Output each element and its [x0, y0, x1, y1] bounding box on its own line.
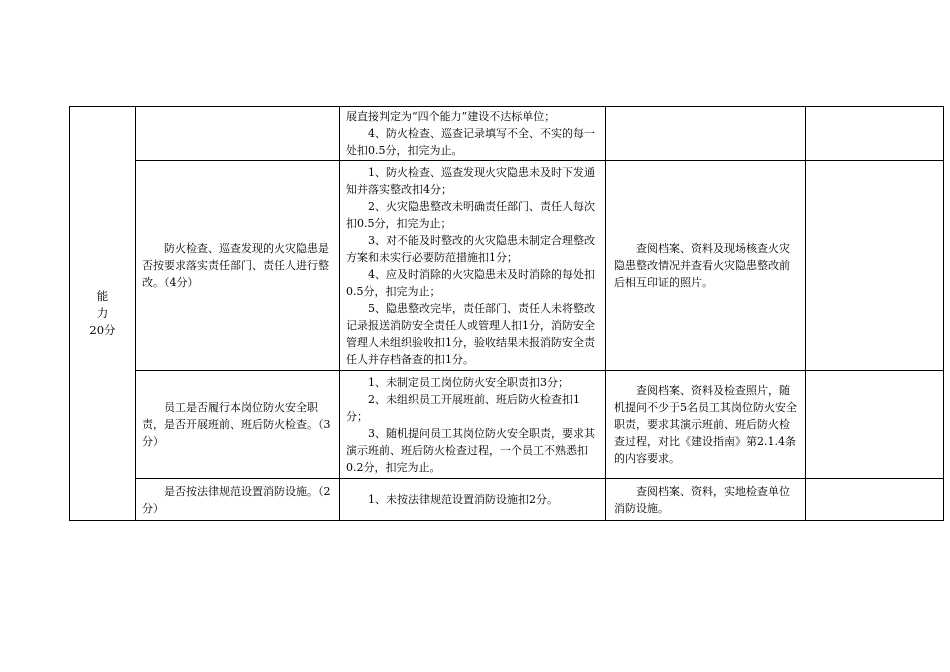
criteria-line: 5、隐患整改完毕，责任部门、责任人未将整改记录报送消防安全责任人或管理人扣1分，消防安全管理人未组织验收扣1分，验收结果未报消防安全责任人并存档备查的扣1分。: [346, 301, 595, 366]
criteria-line: 1、未制定员工岗位防火安全职责扣3分；: [368, 375, 569, 389]
method-cell: [606, 479, 806, 521]
item-cell: [136, 371, 340, 479]
score-cell: [806, 479, 944, 521]
method-text: 查阅档案、资料及现场核查火灾隐患整改情况并查看火灾隐患整改前后相互印证的照片。: [614, 242, 790, 289]
score-cell: [806, 107, 944, 161]
criteria-line: 展直接判定为“四个能力”建设不达标单位；: [346, 110, 556, 123]
criteria-line: 1、未按法律规范设置消防设施扣2分。: [368, 493, 558, 506]
criteria-cell: [340, 371, 606, 479]
criteria-line: 1、防火检查、巡查发现火灾隐患未及时下发通知并落实整改扣4分；: [346, 165, 595, 196]
criteria-line: 3、随机提问员工其岗位防火安全职责，要求其演示班前、班后防火检查过程，一个员工不熟悉扣0.2分，扣完为止。: [346, 426, 595, 474]
method-cell: [606, 107, 806, 161]
method-text: 查阅档案、资料及检查照片，随机提问不少于5名员工其岗位防火安全职责，要求其演示班前、班后防火检查过程，对比《建设指南》第2.1.4条的内容要求。: [614, 384, 797, 465]
item-cell: [136, 479, 340, 521]
criteria-cell: [340, 479, 606, 521]
method-text: 查阅档案、资料，实地检查单位消防设施。: [614, 484, 790, 515]
item-text: 是否按法律规范设置消防设施。（2分）: [142, 484, 331, 515]
item-cell: [136, 161, 340, 371]
category-cell: [70, 107, 136, 521]
criteria-cell: [340, 161, 606, 371]
table-row: [70, 371, 944, 479]
method-cell: [606, 161, 806, 371]
assessment-table-page: [69, 106, 943, 521]
table-row: [70, 161, 944, 371]
table-row: [70, 479, 944, 521]
criteria-cell: [340, 107, 606, 161]
criteria-line: 4、防火检查、巡查记录填写不全、不实的每一处扣0.5分，扣完为止。: [346, 127, 595, 157]
item-text: 员工是否履行本岗位防火安全职责，是否开展班前、班后防火检查。（3分）: [142, 401, 331, 448]
item-text: 防火检查、巡查发现的火灾隐患是否按要求落实责任部门、责任人进行整改。（4分）: [142, 242, 329, 289]
method-cell: [606, 371, 806, 479]
criteria-line: 2、火灾隐患整改未明确责任部门、责任人每次扣0.5分，扣完为止；: [346, 199, 595, 230]
category-line-1: 能: [96, 289, 109, 303]
criteria-line: 4、应及时消除的火灾隐患未及时消除的每处扣0.5分，扣完为止；: [346, 267, 595, 298]
criteria-line: 2、未组织员工开展班前、班后防火检查扣1分；: [346, 392, 580, 423]
table-row: [70, 107, 944, 161]
criteria-line: 3、对不能及时整改的火灾隐患未制定合理整改方案和未实行必要防范措施扣1分；: [346, 233, 595, 264]
item-cell: [136, 107, 340, 161]
score-cell: [806, 161, 944, 371]
category-line-3: 20分: [89, 323, 116, 337]
assessment-table: [69, 106, 944, 521]
category-line-2: 力: [96, 306, 109, 320]
score-cell: [806, 371, 944, 479]
